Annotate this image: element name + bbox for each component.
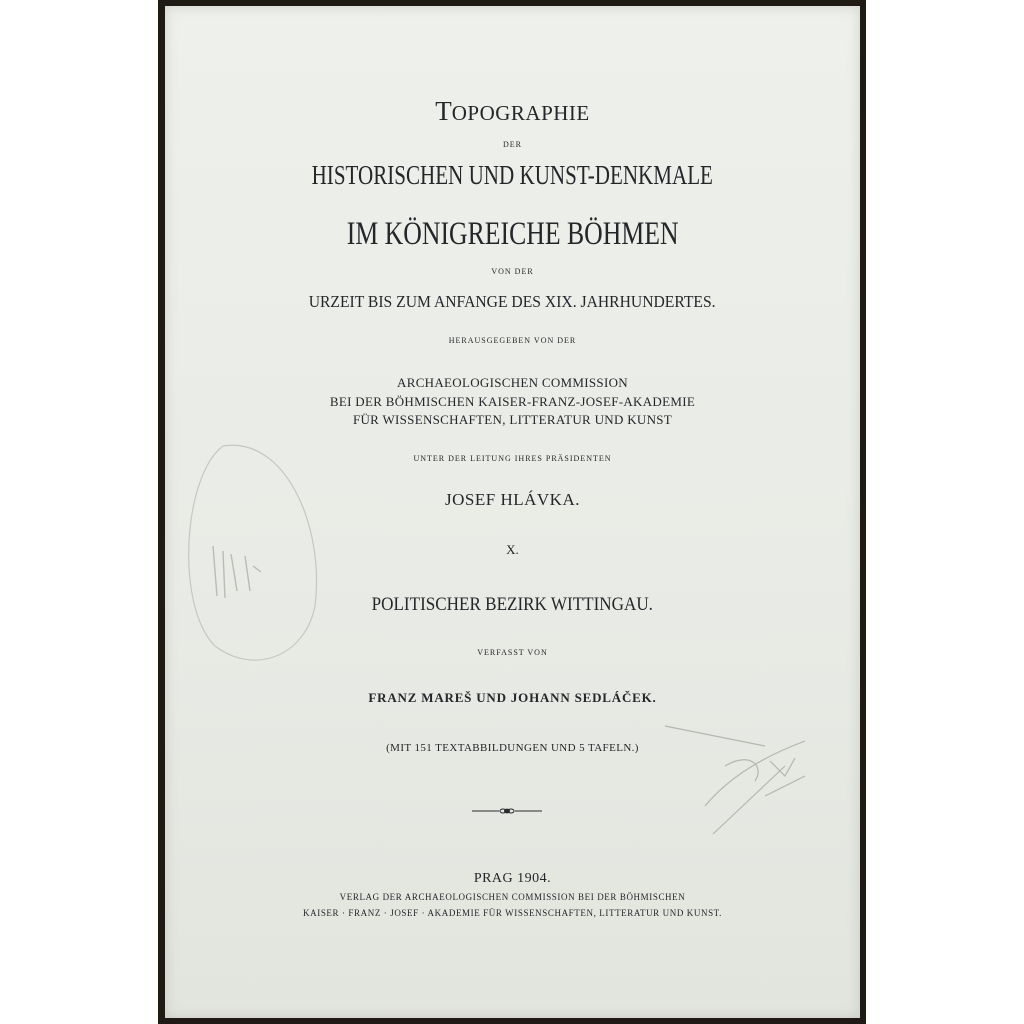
publisher-line-1: VERLAG DER ARCHAEOLOGISCHEN COMMISSION BEI DER BÖHMISCHEN xyxy=(339,892,686,902)
title-page xyxy=(165,6,860,1018)
authors: FRANZ MAREŠ UND JOHANN SEDLÁČEK. xyxy=(368,690,657,705)
place-year: PRAG 1904. xyxy=(473,871,552,886)
district-title-text: POLITISCHER BEZIRK WITTINGAU. xyxy=(371,594,654,615)
heading-koenigreiche-text: IM KÖNIGREICHE BÖHMEN xyxy=(346,216,679,252)
urzeit-subtitle xyxy=(165,293,860,310)
main-title xyxy=(165,98,860,125)
main-title-capital: T xyxy=(435,96,452,126)
urzeit-subtitle-text: URZEIT BIS ZUM ANFANGE DES XIX. JAHRHUNDERTES. xyxy=(309,292,716,311)
heading-koenigreiche xyxy=(165,218,860,251)
ornament-divider xyxy=(472,806,542,816)
commission-line-1: ARCHAEOLOGISCHEN COMMISSION xyxy=(397,375,628,390)
herausgegeben-label: HERAUSGEGEBEN VON DER xyxy=(448,336,577,345)
leitung-label: UNTER DER LEITUNG IHRES PRÄSIDENTEN xyxy=(413,454,612,463)
der-label: DER xyxy=(503,140,522,149)
von-der-label: VON DER xyxy=(491,267,534,276)
commission-line-3: FÜR WISSENSCHAFTEN, LITTERATUR UND KUNST xyxy=(352,412,673,427)
pencil-marks xyxy=(165,6,860,1018)
volume-number: X. xyxy=(506,542,519,557)
main-title-rest: OPOGRAPHIE xyxy=(451,101,590,125)
heading-historischen-text: HISTORISCHEN UND KUNST-DENKMALE xyxy=(311,160,714,190)
heading-historischen xyxy=(165,162,860,189)
president-name: JOSEF HLÁVKA. xyxy=(445,490,580,509)
publisher-line-2: KAISER · FRANZ · JOSEF · AKADEMIE FÜR WISSENSCHAFTEN, LITTERATUR UND KUNST. xyxy=(303,908,722,918)
illustrations-note: (MIT 151 TEXTABBILDUNGEN UND 5 TAFELN.) xyxy=(386,742,639,754)
district-title xyxy=(165,595,860,614)
commission-line-2: BEI DER BÖHMISCHEN KAISER-FRANZ-JOSEF-AKADEMIE xyxy=(329,394,696,409)
verfasst-label: VERFASST VON xyxy=(477,648,548,657)
